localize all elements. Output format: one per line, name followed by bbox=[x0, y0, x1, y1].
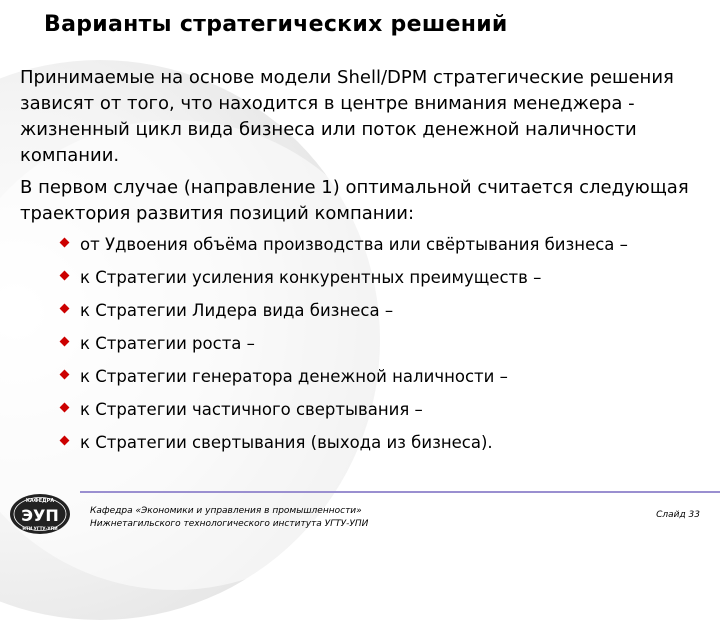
diamond-bullet-icon bbox=[60, 238, 70, 248]
diamond-bullet-icon bbox=[60, 436, 70, 446]
list-item bbox=[58, 233, 708, 257]
footer-caption bbox=[90, 505, 368, 531]
logo-main-text: ЭУП bbox=[21, 506, 59, 525]
list-item bbox=[58, 431, 708, 455]
diamond-bullet-icon bbox=[60, 304, 70, 314]
list-item-text: к Стратегии роста – bbox=[80, 334, 255, 353]
logo-bottom-text: НТИ УГТУ-УПИ bbox=[22, 526, 58, 531]
diamond-bullet-icon bbox=[60, 370, 70, 380]
footer-divider bbox=[80, 491, 720, 493]
slide-number: Слайд 33 bbox=[656, 510, 700, 520]
department-logo-icon bbox=[8, 492, 72, 536]
list-item-text: к Стратегии усиления конкурентных преимуществ – bbox=[80, 268, 542, 287]
list-item bbox=[58, 332, 708, 356]
paragraph-direction: В первом случае (направление 1) оптимальной считается следующая траектория развития позиций компании: bbox=[20, 177, 689, 224]
diamond-bullet-icon bbox=[60, 271, 70, 281]
list-item bbox=[58, 266, 708, 290]
list-item bbox=[58, 398, 708, 422]
diamond-bullet-icon bbox=[60, 403, 70, 413]
list-item-text: к Стратегии Лидера вида бизнеса – bbox=[80, 301, 394, 320]
slide-title: Варианты стратегических решений bbox=[44, 12, 508, 37]
list-item-text: к Стратегии свертывания (выхода из бизнеса). bbox=[80, 433, 493, 452]
list-item bbox=[58, 299, 708, 323]
list-item bbox=[58, 365, 708, 389]
list-item-text: от Удвоения объёма производства или свёртывания бизнеса – bbox=[80, 235, 628, 254]
paragraph-intro: Принимаемые на основе модели Shell/DPM стратегические решения зависят от того, что находится в центре внимания менеджера - жизненный цикл вида бизнеса или поток денежной наличности компании. bbox=[20, 67, 674, 166]
list-item-text: к Стратегии частичного свертывания – bbox=[80, 400, 423, 419]
diamond-bullet-icon bbox=[60, 337, 70, 347]
logo-top-text: КАФЕДРА bbox=[25, 498, 55, 504]
footer-department: Кафедра «Экономики и управления в промышленности» bbox=[90, 506, 362, 516]
footer-institute: Нижнетагильского технологического института УГТУ-УПИ bbox=[90, 519, 369, 529]
list-item-text: к Стратегии генератора денежной наличности – bbox=[80, 367, 508, 386]
strategy-list bbox=[58, 233, 708, 464]
